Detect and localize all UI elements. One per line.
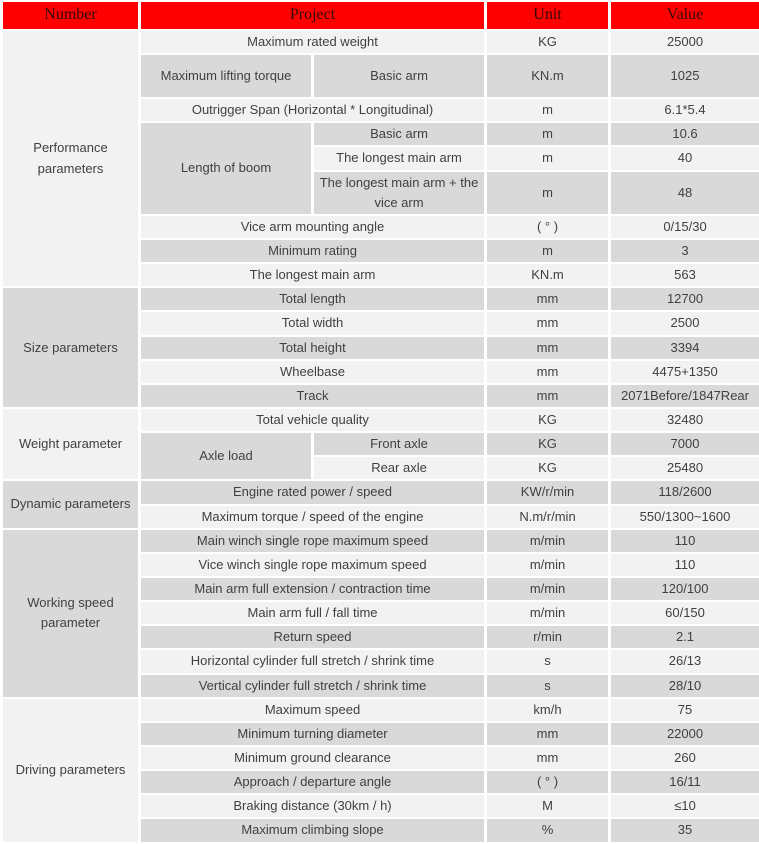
group-label-axle-load: Axle load — [140, 432, 313, 480]
value-cell: 26/13 — [610, 649, 759, 673]
project-cell: Main winch single rope maximum speed — [140, 529, 486, 553]
project-cell: Minimum ground clearance — [140, 746, 486, 770]
project-sub-cell: Front axle — [313, 432, 486, 456]
project-cell: Vertical cylinder full stretch / shrink time — [140, 674, 486, 698]
project-cell: Return speed — [140, 625, 486, 649]
unit-cell: m — [486, 146, 610, 170]
project-cell: The longest main arm — [140, 263, 486, 287]
value-cell: 2500 — [610, 311, 759, 335]
unit-cell: ( ° ) — [486, 215, 610, 239]
unit-cell: mm — [486, 722, 610, 746]
value-cell: 40 — [610, 146, 759, 170]
value-cell: 120/100 — [610, 577, 759, 601]
value-cell: 6.1*5.4 — [610, 98, 759, 122]
project-cell: Main arm full / fall time — [140, 601, 486, 625]
unit-cell: m — [486, 98, 610, 122]
value-cell: 118/2600 — [610, 480, 759, 504]
project-sub-cell: The longest main arm + the vice arm — [313, 171, 486, 215]
unit-cell: m/min — [486, 601, 610, 625]
value-cell: 32480 — [610, 408, 759, 432]
unit-cell: % — [486, 818, 610, 842]
value-cell: 10.6 — [610, 122, 759, 146]
col-header-number: Number — [2, 1, 140, 30]
project-cell: Main arm full extension / contraction time — [140, 577, 486, 601]
value-cell: 260 — [610, 746, 759, 770]
unit-cell: s — [486, 649, 610, 673]
project-cell: Outrigger Span (Horizontal * Longitudinal) — [140, 98, 486, 122]
section-label-dynamic: Dynamic parameters — [2, 480, 140, 528]
value-cell: 4475+1350 — [610, 360, 759, 384]
unit-cell: mm — [486, 311, 610, 335]
unit-cell: m/min — [486, 553, 610, 577]
project-cell: Total length — [140, 287, 486, 311]
value-cell: 0/15/30 — [610, 215, 759, 239]
group-label-length-of-boom: Length of boom — [140, 122, 313, 215]
col-header-value: Value — [610, 1, 759, 30]
unit-cell: KN.m — [486, 54, 610, 98]
value-cell: 25480 — [610, 456, 759, 480]
project-sub-cell: Rear axle — [313, 456, 486, 480]
value-cell: 2071Before/1847Rear — [610, 384, 759, 408]
project-cell: Minimum turning diameter — [140, 722, 486, 746]
project-sub-cell: Basic arm — [313, 122, 486, 146]
project-cell: Maximum climbing slope — [140, 818, 486, 842]
unit-cell: mm — [486, 746, 610, 770]
unit-cell: KG — [486, 432, 610, 456]
value-cell: 1025 — [610, 54, 759, 98]
header-row — [2, 1, 759, 30]
unit-cell: KG — [486, 408, 610, 432]
project-sub-cell: The longest main arm — [313, 146, 486, 170]
project-cell: Maximum lifting torque — [140, 54, 313, 98]
unit-cell: s — [486, 674, 610, 698]
table-row — [2, 529, 759, 553]
unit-cell: N.m/r/min — [486, 505, 610, 529]
project-cell: Wheelbase — [140, 360, 486, 384]
project-cell: Approach / departure angle — [140, 770, 486, 794]
project-sub-cell: Basic arm — [313, 54, 486, 98]
table-row — [2, 30, 759, 54]
table-row — [2, 698, 759, 722]
section-label-performance: Performance parameters — [2, 30, 140, 287]
unit-cell: m — [486, 239, 610, 263]
value-cell: 3 — [610, 239, 759, 263]
unit-cell: m/min — [486, 529, 610, 553]
unit-cell: m — [486, 171, 610, 215]
value-cell: 7000 — [610, 432, 759, 456]
unit-cell: mm — [486, 336, 610, 360]
project-cell: Maximum rated weight — [140, 30, 486, 54]
section-label-weight: Weight parameter — [2, 408, 140, 480]
table-row — [2, 408, 759, 432]
project-cell: Maximum speed — [140, 698, 486, 722]
table-row — [2, 287, 759, 311]
unit-cell: KG — [486, 30, 610, 54]
unit-cell: KN.m — [486, 263, 610, 287]
project-cell: Minimum rating — [140, 239, 486, 263]
section-label-working-speed: Working speed parameter — [2, 529, 140, 698]
unit-cell: r/min — [486, 625, 610, 649]
col-header-unit: Unit — [486, 1, 610, 30]
value-cell: 16/11 — [610, 770, 759, 794]
project-cell: Track — [140, 384, 486, 408]
unit-cell: mm — [486, 384, 610, 408]
project-cell: Total height — [140, 336, 486, 360]
value-cell: 48 — [610, 171, 759, 215]
value-cell: 28/10 — [610, 674, 759, 698]
unit-cell: m/min — [486, 577, 610, 601]
project-cell: Braking distance (30km / h) — [140, 794, 486, 818]
value-cell: 3394 — [610, 336, 759, 360]
project-cell: Vice arm mounting angle — [140, 215, 486, 239]
unit-cell: km/h — [486, 698, 610, 722]
project-cell: Total vehicle quality — [140, 408, 486, 432]
project-cell: Maximum torque / speed of the engine — [140, 505, 486, 529]
value-cell: ≤10 — [610, 794, 759, 818]
unit-cell: KG — [486, 456, 610, 480]
value-cell: 75 — [610, 698, 759, 722]
project-cell: Horizontal cylinder full stretch / shrink time — [140, 649, 486, 673]
value-cell: 22000 — [610, 722, 759, 746]
value-cell: 110 — [610, 553, 759, 577]
value-cell: 563 — [610, 263, 759, 287]
unit-cell: ( ° ) — [486, 770, 610, 794]
value-cell: 110 — [610, 529, 759, 553]
unit-cell: mm — [486, 287, 610, 311]
project-cell: Vice winch single rope maximum speed — [140, 553, 486, 577]
value-cell: 60/150 — [610, 601, 759, 625]
table-row — [2, 480, 759, 504]
value-cell: 35 — [610, 818, 759, 842]
unit-cell: m — [486, 122, 610, 146]
unit-cell: M — [486, 794, 610, 818]
value-cell: 12700 — [610, 287, 759, 311]
unit-cell: mm — [486, 360, 610, 384]
value-cell: 25000 — [610, 30, 759, 54]
project-cell: Engine rated power / speed — [140, 480, 486, 504]
project-cell: Total width — [140, 311, 486, 335]
unit-cell: KW/r/min — [486, 480, 610, 504]
value-cell: 550/1300~1600 — [610, 505, 759, 529]
col-header-project: Project — [140, 1, 486, 30]
section-label-size: Size parameters — [2, 287, 140, 408]
section-label-driving: Driving parameters — [2, 698, 140, 843]
value-cell: 2.1 — [610, 625, 759, 649]
